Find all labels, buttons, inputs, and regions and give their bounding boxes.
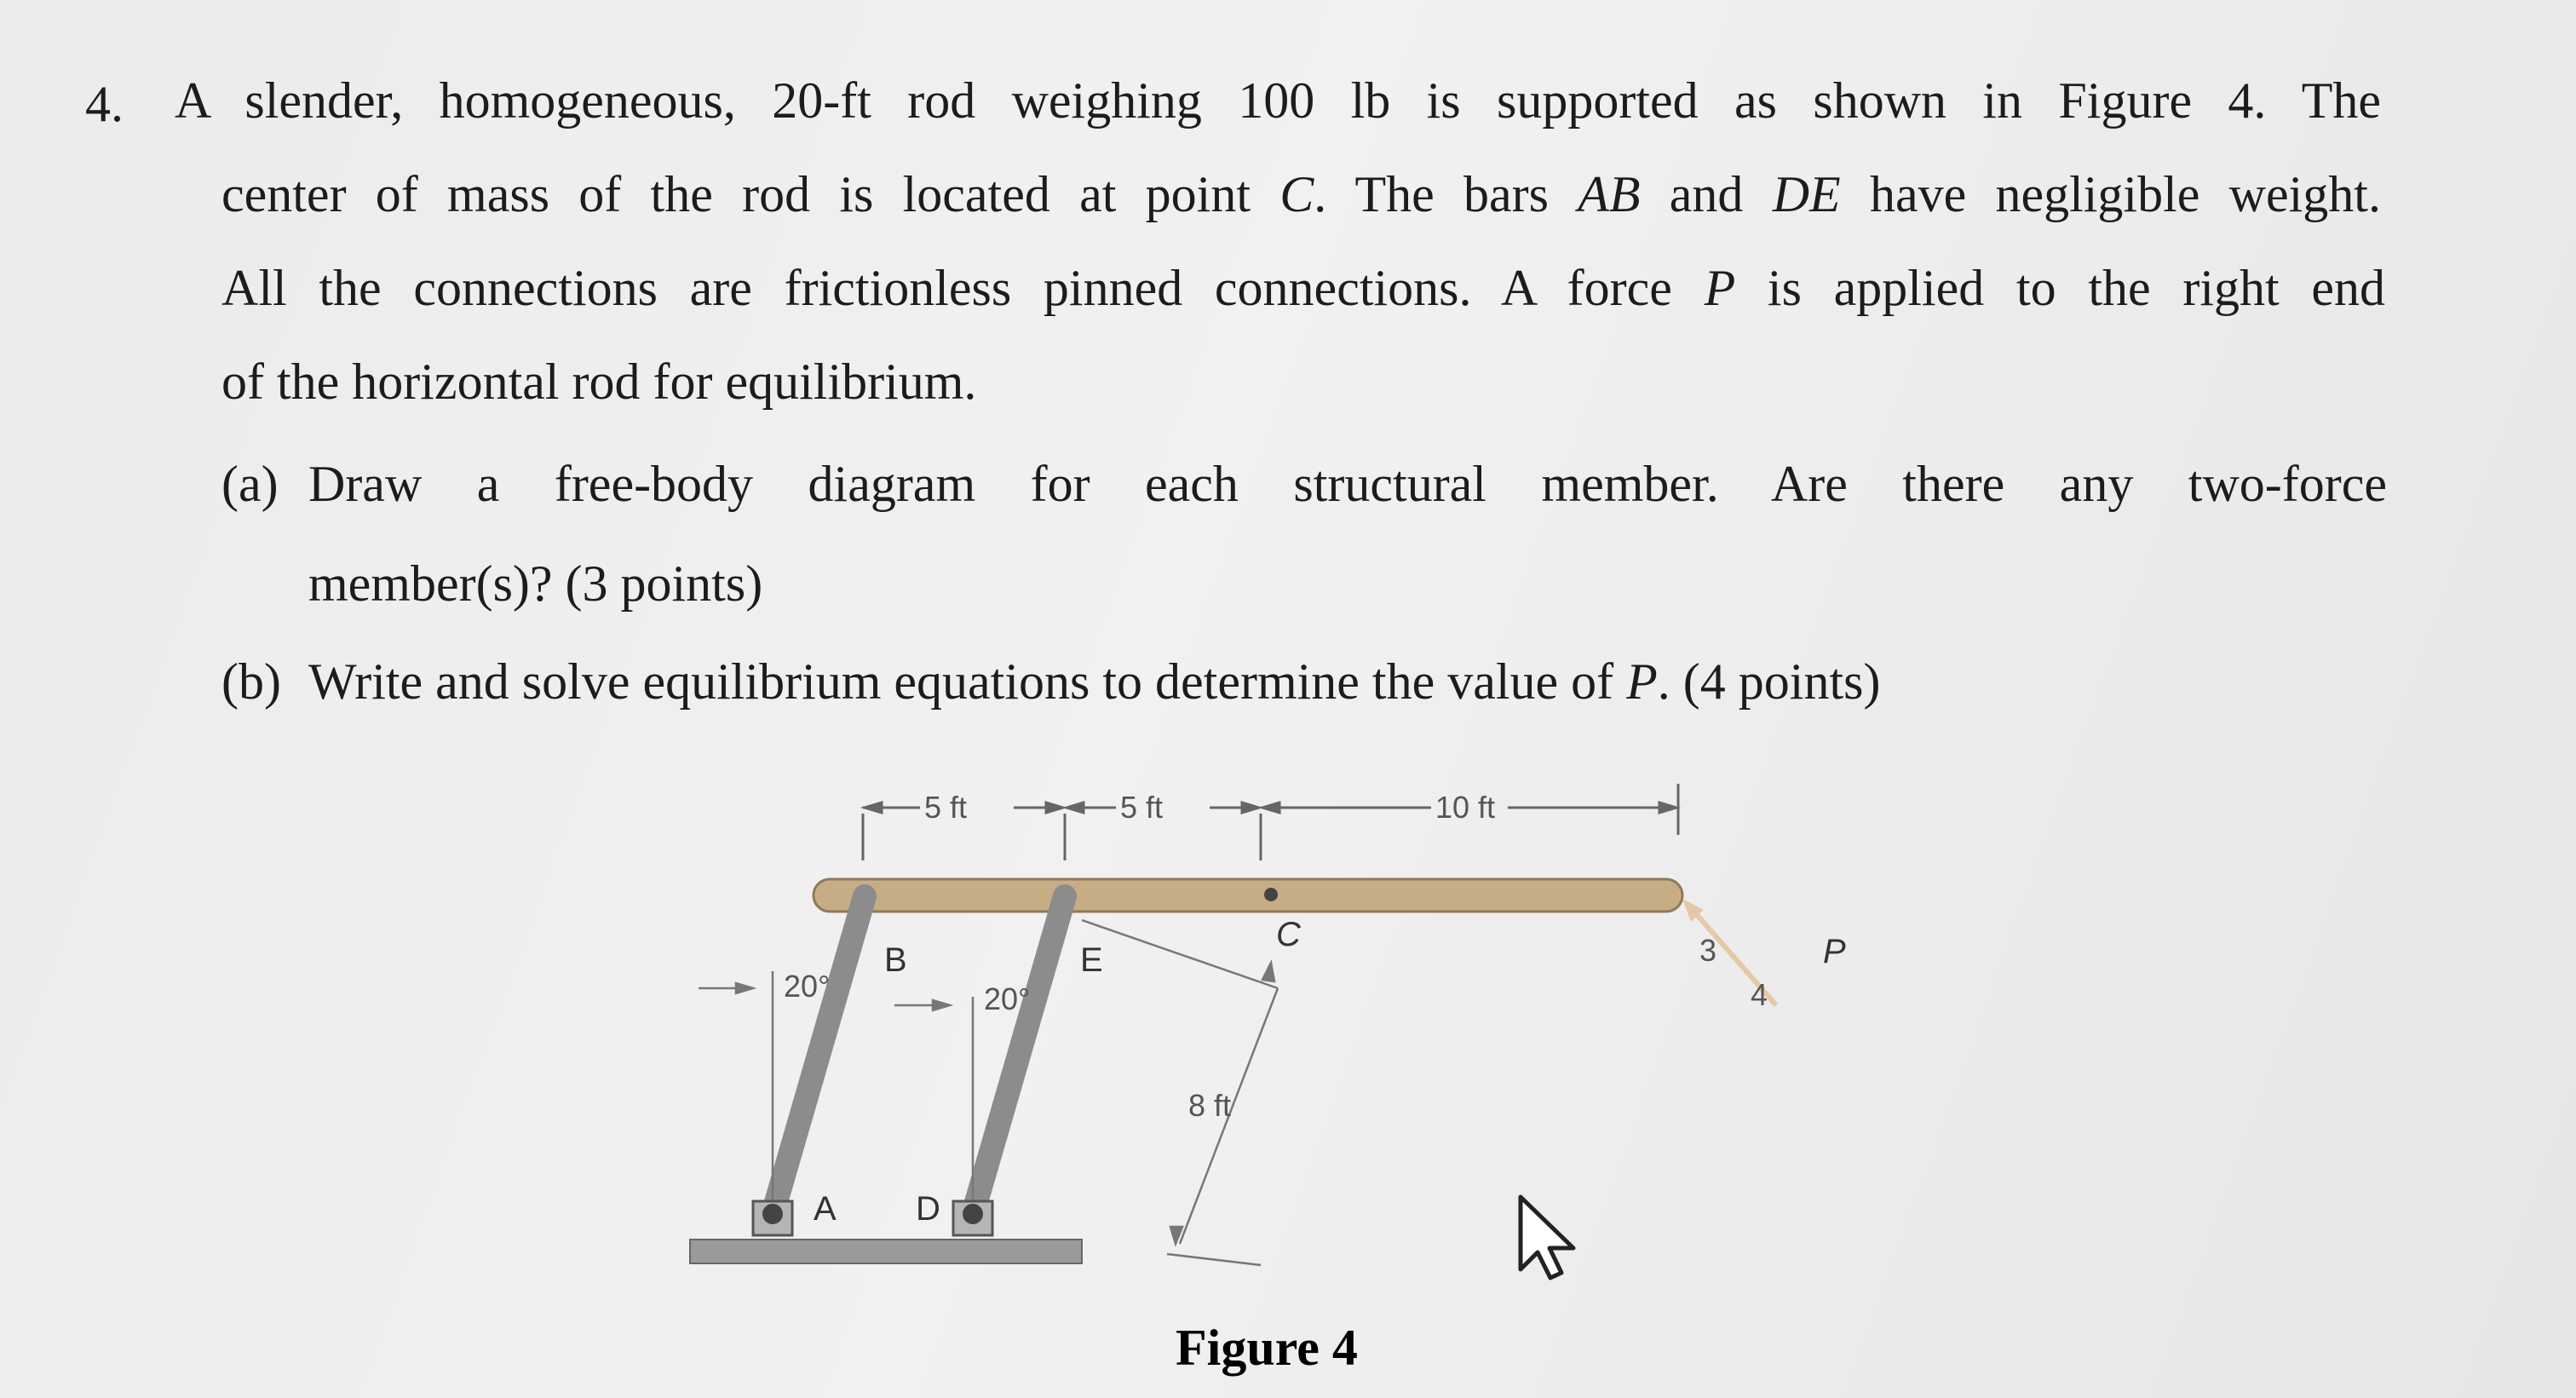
problem-line-2: center of mass of the rod is located at point C. The bars AB and DE have negligible weight. — [221, 166, 2381, 222]
part-b-text: Write and solve equilibrium equations to determine the value of P. (4 points) — [308, 653, 1881, 710]
dim-label-3: 10 ft — [1435, 790, 1496, 825]
angle-label-2: 20° — [984, 981, 1031, 1016]
bar-ab — [773, 896, 865, 1214]
dim-label-2: 5 ft — [1120, 790, 1164, 825]
ground — [690, 1240, 1082, 1263]
height-label: 8 ft — [1188, 1088, 1232, 1123]
part-a-line-1: Draw a free-body diagram for each structural member. Are there any two-force — [308, 456, 2387, 512]
slope-rise: 3 — [1699, 933, 1717, 968]
support-a — [753, 1201, 792, 1235]
problem-line-1: A slender, homogeneous, 20-ft rod weighing 100 lb is supported as shown in Figure 4. The — [175, 72, 2381, 129]
height-dimension — [1082, 920, 1278, 1265]
force-label: P — [1823, 933, 1846, 970]
figure-caption: Figure 4 — [1176, 1320, 1358, 1376]
figure-4-diagram — [664, 750, 1874, 1380]
dimension-line — [863, 784, 1678, 860]
problem-line-4: of the horizontal rod for equilibrium. — [221, 354, 977, 410]
part-a-line-2: member(s)? (3 points) — [308, 555, 763, 612]
label-c: C — [1276, 916, 1301, 953]
mouse-cursor-icon — [1512, 1193, 1580, 1286]
label-e: E — [1080, 941, 1103, 979]
label-a: A — [814, 1190, 837, 1228]
center-of-mass-c — [1264, 888, 1278, 901]
angle-label-1: 20° — [784, 969, 831, 1004]
dim-label-1: 5 ft — [924, 790, 968, 825]
slope-run: 4 — [1751, 977, 1768, 1012]
problem-line-3: All the connections are frictionless pinned connections. A force P is applied to the right end — [221, 260, 2385, 316]
problem-number: 4. — [85, 76, 124, 132]
horizontal-rod — [814, 879, 1682, 912]
part-a-label: (a) — [221, 456, 279, 512]
label-d: D — [916, 1190, 940, 1228]
label-b: B — [884, 941, 907, 979]
bar-de — [973, 896, 1065, 1214]
part-b-label: (b) — [221, 653, 281, 710]
support-d — [953, 1201, 992, 1235]
